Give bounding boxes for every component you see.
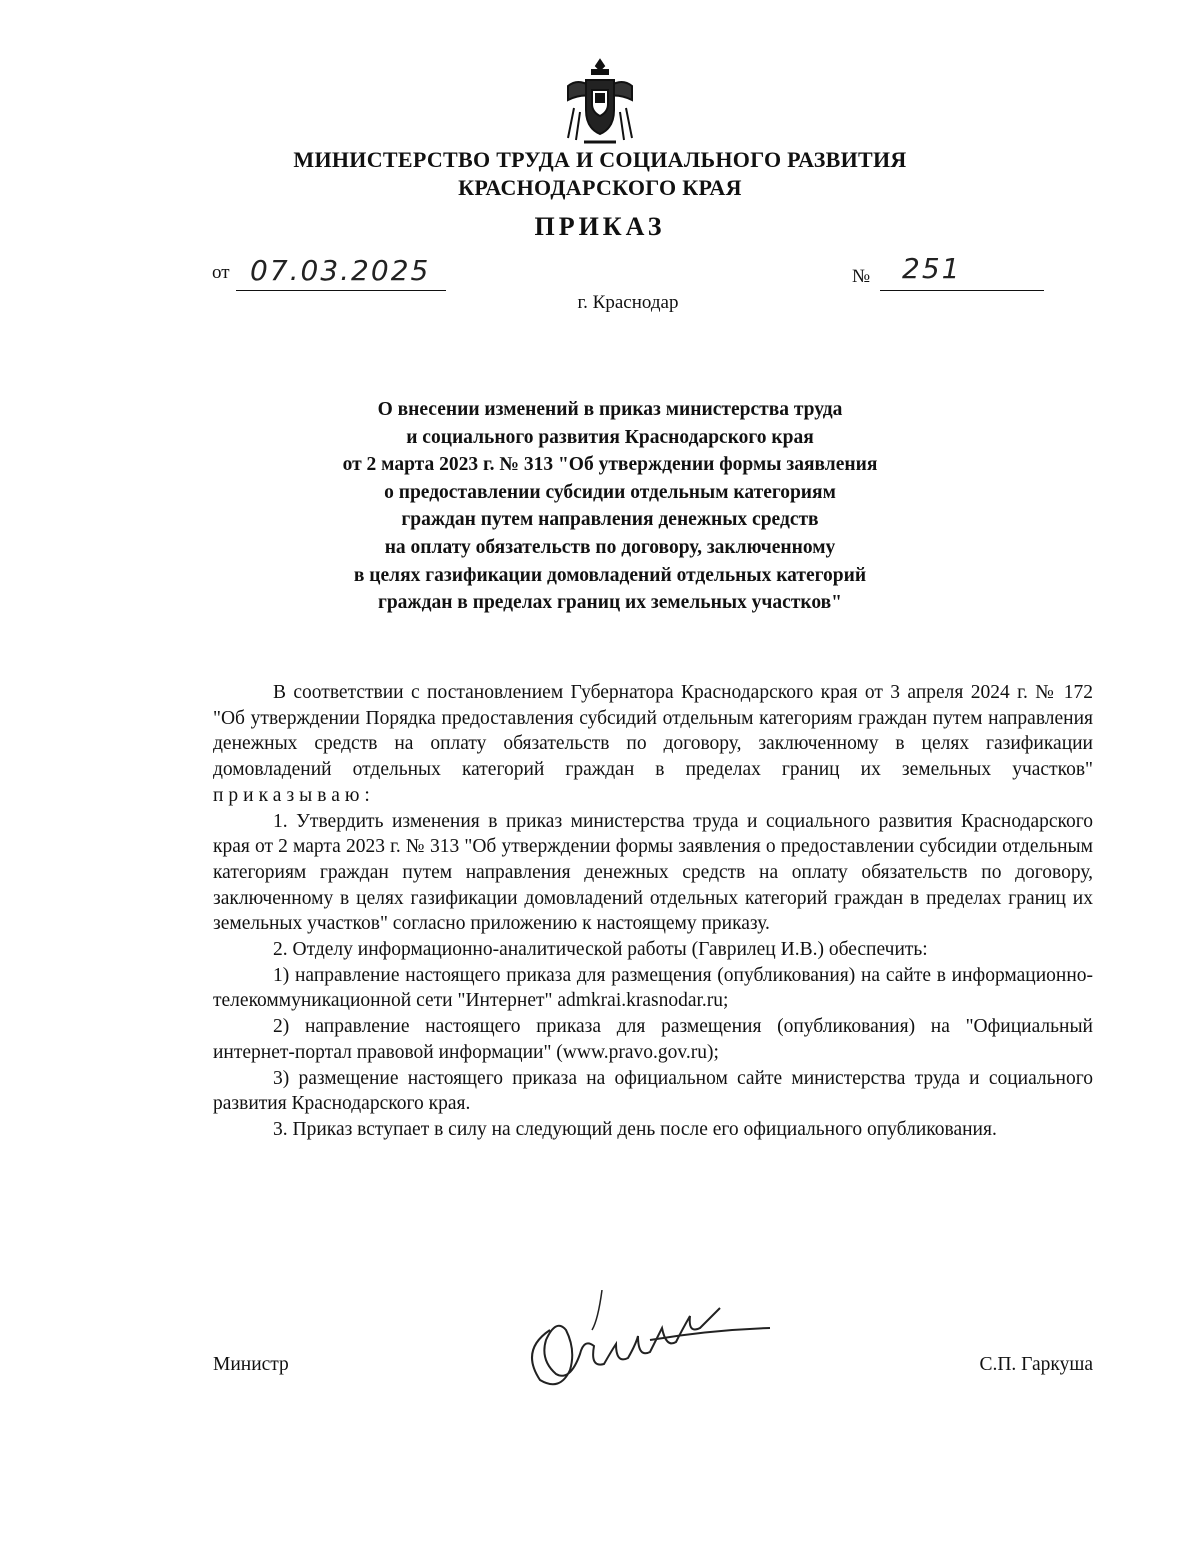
handwritten-signature-icon: [510, 1290, 790, 1390]
ministry-line-2: КРАСНОДАРСКОГО КРАЯ: [458, 175, 742, 200]
signer-name: С.П. Гаркуша: [979, 1354, 1093, 1375]
subject-line: граждан в пределах границ их земельных участков": [377, 592, 843, 614]
ministry-line-1: МИНИСТЕРСТВО ТРУДА И СОЦИАЛЬНОГО РАЗВИТИЯ: [293, 147, 907, 172]
subject-line: о предоставлении субсидии отдельным категориям: [384, 481, 836, 503]
date-prefix: от: [212, 262, 230, 283]
preamble-text: В соответствии с постановлением Губернатора Краснодарского края от 3 апреля 2024 г. № 172 "Об утверждении Порядка предоставления субсидий отдельным категориям граждан путем направления денежных средств на оплату обязательств по договору, заключенному в целях газификации домовладений отдельных категорий граждан в пределах границ их земельных участков": [213, 682, 1093, 781]
item-2-2: 2) направление настоящего приказа для размещения (опубликования) на "Официальный интернет-портал правовой информации" (www.pravo.gov.ru);: [213, 1016, 1093, 1063]
subject-line: от 2 марта 2023 г. № 313 "Об утверждении формы заявления: [342, 454, 878, 476]
number-prefix: №: [852, 266, 871, 287]
item-2-1: 1) направление настоящего приказа для размещения (опубликования) на сайте в информационно-телекоммуникационной сети "Интернет" admkrai.krasnodar.ru;: [213, 964, 1093, 1012]
item-2: 2. Отделу информационно-аналитической работы (Гаврилец И.В.) обеспечить:: [273, 939, 928, 961]
signer-title: Министр: [213, 1354, 289, 1375]
subject-line: и социального развития Краснодарского края: [406, 426, 814, 448]
number-underline: [880, 290, 1044, 291]
subject-line: в целях газификации домовладений отдельных категорий: [353, 564, 867, 586]
subject-line: О внесении изменений в приказ министерства труда: [377, 399, 843, 420]
subject-line: граждан путем направления денежных средств: [401, 509, 819, 531]
order-subject: [250, 396, 970, 617]
item-3: 3. Приказ вступает в силу на следующий день после его официального опубликования.: [273, 1118, 997, 1140]
city: г. Краснодар: [577, 292, 679, 313]
item-1: 1. Утвердить изменения в приказ министерства труда и социального развития Краснодарского края от 2 марта 2023 г. № 313 "Об утверждении формы заявления о предоставлении субсидии отдельным категориям граждан путем направления денежных средств на оплату обязательств по договору, заключенному в целях газификации домовладений отдельных категорий граждан в пределах границ их земельных участков" согласно приложению к настоящему приказу.: [213, 810, 1093, 935]
number-value: 251: [902, 252, 962, 285]
preamble-paragraph: [213, 680, 1093, 809]
coat-of-arms-icon: [560, 56, 640, 152]
date-underline: [236, 290, 446, 291]
ministry-name: [0, 146, 1200, 202]
subject-line: на оплату обязательств по договору, заключенному: [384, 536, 836, 558]
order-body: [213, 680, 1093, 1143]
date-value: 07.03.2025: [250, 254, 431, 287]
item-2-3: 3) размещение настоящего приказа на официальном сайте министерства труда и социального развития Краснодарского края.: [213, 1067, 1093, 1115]
doc-type: ПРИКАЗ: [534, 212, 666, 241]
order-word: приказываю:: [213, 784, 375, 806]
